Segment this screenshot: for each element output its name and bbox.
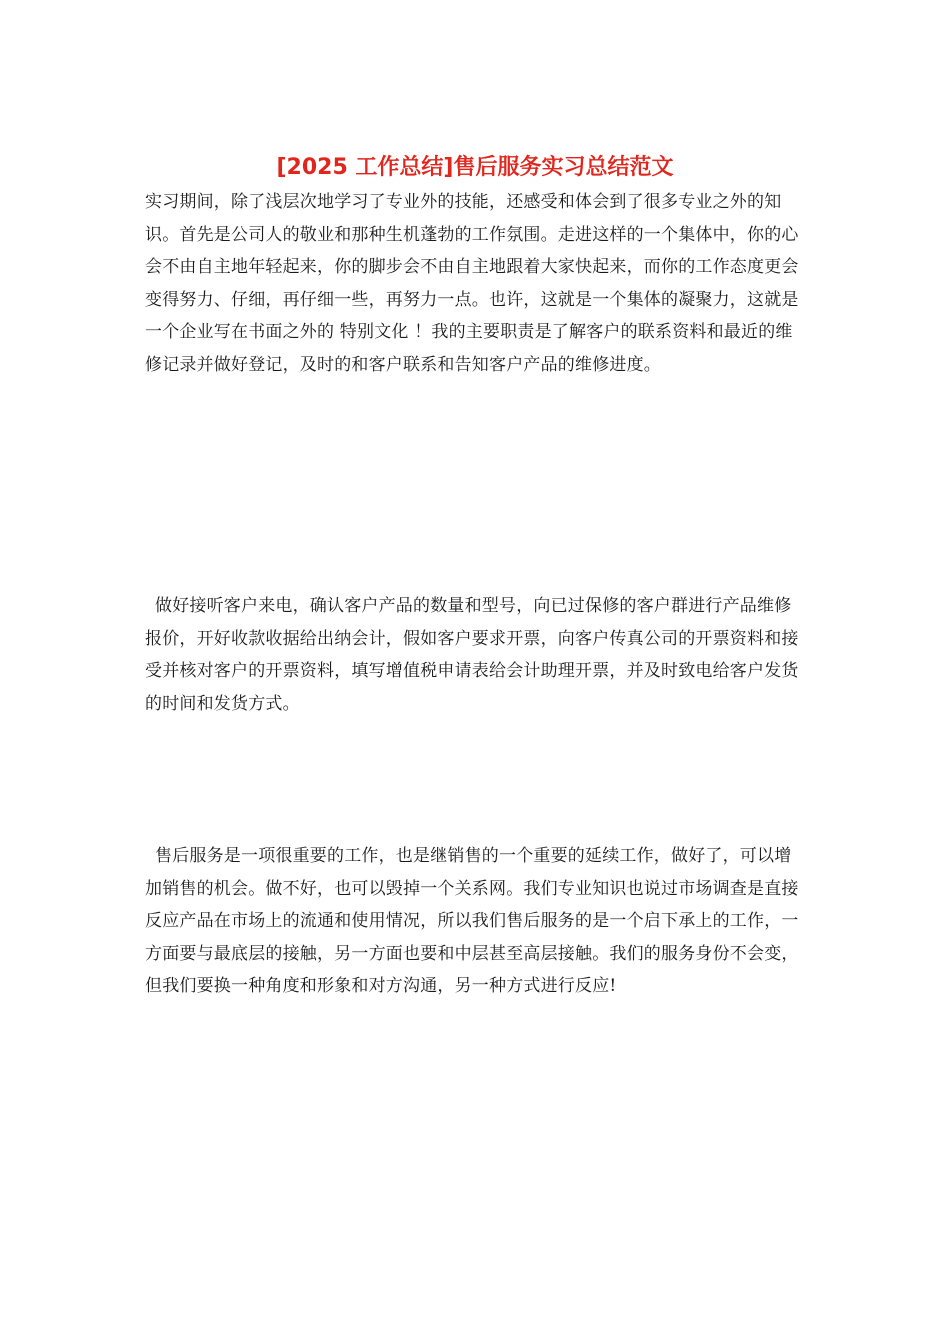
paragraph-2: 做好接听客户来电，确认客户产品的数量和型号，向已过保修的客户群进行产品维修报价，开好收款收据给出纳会计，假如客户要求开票，向客户传真公司的开票资料和接受并核对客户的开票资料，填写增值税申请表给会计助理开票，并及时致电给客户发货的时间和发货方式。: [145, 596, 799, 714]
paragraph-3: 售后服务是一项很重要的工作，也是继销售的一个重要的延续工作，做好了，可以增加销售的机会。做不好，也可以毁掉一个关系网。我们专业知识也说过市场调查是直接反应产品在市场上的流通和使用情况，所以我们售后服务的是一个启下承上的工作，一方面要与最底层的接触，另一方面也要和中层甚至高层接触。我们的服务身份不会变，但我们要换一种角度和形象和对方沟通，另一种方式进行反应!: [145, 846, 799, 996]
document-title: [2025 工作总结]售后服务实习总结范文: [276, 155, 674, 180]
paragraph-1: 实习期间，除了浅层次地学习了专业外的技能，还感受和体会到了很多专业之外的知识。首先是公司人的敬业和那种生机蓬勃的工作氛围。走进这样的一个集体中，你的心会不由自主地年轻起来，你的脚步会不由自主地跟着大家快起来，而你的工作态度更会变得努力、仔细，再仔细一些，再努力一点。也许，这就是一个集体的凝聚力，这就是一个企业写在书面之外的 特别文化 ！我的主要职责是了解客户的联系资料和最近的维修记录并做好登记，及时的和客户联系和告知客户产品的维修进度。: [145, 192, 799, 375]
